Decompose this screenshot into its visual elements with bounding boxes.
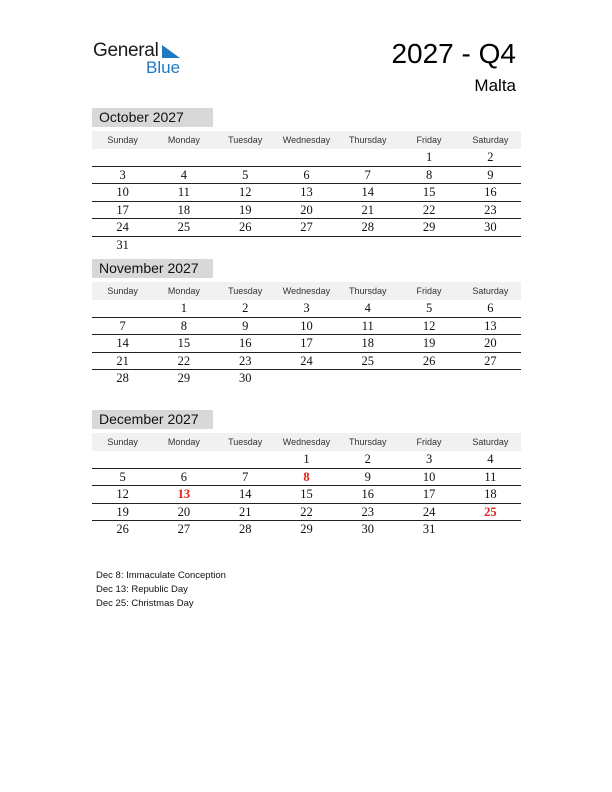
day-cell: 3 xyxy=(119,167,126,182)
day-cell: 24 xyxy=(422,504,436,519)
day-cell: 9 xyxy=(242,318,249,333)
weekday-label: Wednesday xyxy=(282,286,331,296)
day-cell: 3 xyxy=(303,301,310,315)
holiday-entry: Dec 13: Republic Day xyxy=(96,584,188,595)
day-cell: 15 xyxy=(177,336,191,350)
day-cell: 3 xyxy=(425,452,433,466)
day-cell: 21 xyxy=(361,202,375,217)
day-cell: 19 xyxy=(116,504,129,519)
weekday-header xyxy=(92,131,521,149)
day-cell: 1 xyxy=(303,452,310,466)
day-cell: 22 xyxy=(300,504,313,519)
weekday-label: Wednesday xyxy=(282,135,331,145)
day-cell: 1 xyxy=(425,150,433,164)
weekday-label: Sunday xyxy=(107,437,138,447)
day-cell: 21 xyxy=(116,353,129,368)
day-cell: 8 xyxy=(425,167,433,182)
day-cell: 14 xyxy=(238,487,252,501)
brand-triangle-icon xyxy=(160,43,182,59)
day-cell: 13 xyxy=(177,487,191,501)
day-cell: 7 xyxy=(119,318,126,333)
day-cell: 10 xyxy=(300,318,313,333)
week-row xyxy=(92,451,521,469)
empty-day-cell xyxy=(398,237,459,254)
day-cell: 6 xyxy=(303,167,310,182)
weekday-label: Thursday xyxy=(349,135,387,145)
day-cell: 15 xyxy=(300,487,313,501)
weekday-label: Tuesday xyxy=(228,437,263,447)
day-cell: 25 xyxy=(177,220,191,234)
weekday-label: Saturday xyxy=(472,437,509,447)
day-cell: 5 xyxy=(119,469,126,484)
empty-day-cell xyxy=(460,370,521,387)
month-november xyxy=(92,259,521,387)
week-row xyxy=(92,335,521,353)
month-december xyxy=(92,410,521,538)
week-row xyxy=(92,184,521,202)
day-cell: 4 xyxy=(364,301,371,315)
weekday-label: Saturday xyxy=(472,286,509,296)
empty-day-cell xyxy=(337,370,398,387)
day-cell: 7 xyxy=(364,167,371,182)
day-cell: 9 xyxy=(487,167,494,182)
weekday-label: Wednesday xyxy=(282,437,331,447)
month-label: November 2027 xyxy=(92,259,213,278)
empty-day-cell xyxy=(276,237,337,254)
day-cell: 28 xyxy=(116,371,129,385)
week-row xyxy=(92,486,521,504)
page-title: 2027 - Q4 xyxy=(391,38,516,69)
week-row xyxy=(92,149,521,167)
week-row xyxy=(92,318,521,336)
weekday-label: Friday xyxy=(416,437,442,447)
empty-day-cell xyxy=(92,300,153,317)
day-cell: 30 xyxy=(484,220,497,234)
day-cell: 28 xyxy=(238,522,252,536)
empty-day-cell xyxy=(92,149,153,166)
day-cell: 30 xyxy=(238,371,252,385)
empty-day-cell xyxy=(276,370,337,387)
day-cell: 4 xyxy=(180,167,188,182)
empty-day-cell xyxy=(215,451,276,468)
day-cell: 17 xyxy=(422,487,436,501)
day-cell: 18 xyxy=(177,202,191,217)
day-cell: 21 xyxy=(238,504,252,519)
country-name: Malta xyxy=(474,76,516,95)
month-label: December 2027 xyxy=(92,410,213,429)
empty-day-cell xyxy=(276,149,337,166)
weekday-header xyxy=(92,433,521,451)
day-cell: 17 xyxy=(300,336,313,350)
weekday-label: Monday xyxy=(167,437,200,447)
day-cell: 13 xyxy=(484,318,497,333)
day-cell: 23 xyxy=(484,202,497,217)
week-row xyxy=(92,219,521,237)
day-cell: 20 xyxy=(300,202,313,217)
empty-day-cell xyxy=(153,149,214,166)
weekday-label: Sunday xyxy=(107,286,138,296)
empty-day-cell xyxy=(460,237,521,254)
week-row xyxy=(92,167,521,185)
weekday-label: Tuesday xyxy=(228,286,263,296)
weekday-label: Friday xyxy=(416,286,442,296)
week-row xyxy=(92,237,521,254)
day-cell: 27 xyxy=(484,353,497,368)
day-cell: 24 xyxy=(300,353,313,368)
day-cell: 20 xyxy=(484,336,497,350)
day-cell: 24 xyxy=(116,220,129,234)
holiday-list xyxy=(96,569,226,611)
day-cell: 27 xyxy=(177,522,191,536)
week-row xyxy=(92,521,521,538)
empty-day-cell xyxy=(460,521,521,538)
day-cell: 9 xyxy=(364,469,371,484)
month-october xyxy=(92,108,521,253)
day-cell: 25 xyxy=(484,504,497,519)
weekday-label: Friday xyxy=(416,135,442,145)
empty-day-cell xyxy=(215,237,276,254)
day-cell: 8 xyxy=(303,469,310,484)
day-cell: 16 xyxy=(238,336,252,350)
day-cell: 4 xyxy=(487,452,494,466)
brand-logo xyxy=(93,40,193,80)
day-cell: 6 xyxy=(487,301,494,315)
day-cell: 15 xyxy=(422,185,436,199)
day-cell: 11 xyxy=(177,185,190,199)
day-cell: 31 xyxy=(116,237,129,252)
day-cell: 19 xyxy=(422,336,436,350)
day-cell: 18 xyxy=(361,336,375,350)
day-cell: 29 xyxy=(177,371,191,385)
empty-day-cell xyxy=(92,451,153,468)
week-row xyxy=(92,202,521,220)
empty-day-cell xyxy=(153,451,214,468)
day-cell: 18 xyxy=(484,487,497,501)
day-cell: 1 xyxy=(180,301,188,315)
day-cell: 5 xyxy=(425,301,433,315)
day-cell: 5 xyxy=(242,167,249,182)
day-cell: 22 xyxy=(422,202,436,217)
empty-day-cell xyxy=(153,237,214,254)
day-cell: 27 xyxy=(300,220,313,234)
week-row xyxy=(92,504,521,522)
day-cell: 31 xyxy=(422,522,436,536)
day-cell: 12 xyxy=(422,318,436,333)
day-cell: 25 xyxy=(361,353,375,368)
weekday-label: Monday xyxy=(167,286,200,296)
day-cell: 26 xyxy=(238,220,252,234)
day-cell: 12 xyxy=(238,185,252,199)
day-cell: 10 xyxy=(116,185,129,199)
day-cell: 20 xyxy=(177,504,191,519)
day-cell: 2 xyxy=(364,452,371,466)
empty-day-cell xyxy=(215,149,276,166)
day-cell: 14 xyxy=(116,336,129,350)
day-cell: 19 xyxy=(238,202,252,217)
day-cell: 28 xyxy=(361,220,375,234)
day-cell: 29 xyxy=(422,220,436,234)
day-cell: 8 xyxy=(180,318,188,333)
weekday-label: Sunday xyxy=(107,135,138,145)
day-cell: 26 xyxy=(116,522,129,536)
empty-day-cell xyxy=(337,237,398,254)
weekday-header xyxy=(92,282,521,300)
weekday-label: Saturday xyxy=(472,135,509,145)
day-cell: 16 xyxy=(361,487,375,501)
day-cell: 30 xyxy=(361,522,375,536)
day-cell: 26 xyxy=(422,353,436,368)
weekday-label: Thursday xyxy=(349,437,387,447)
day-cell: 6 xyxy=(180,469,188,484)
day-cell: 17 xyxy=(116,202,129,217)
day-cell: 11 xyxy=(484,469,497,484)
month-label: October 2027 xyxy=(92,108,213,127)
empty-day-cell xyxy=(337,149,398,166)
day-cell: 14 xyxy=(361,185,375,199)
day-cell: 22 xyxy=(177,353,191,368)
weekday-label: Monday xyxy=(167,135,200,145)
week-row xyxy=(92,353,521,371)
empty-day-cell xyxy=(398,370,459,387)
brand-blue-text: Blue xyxy=(146,58,181,77)
week-row xyxy=(92,370,521,387)
day-cell: 29 xyxy=(300,522,313,536)
day-cell: 16 xyxy=(484,185,497,199)
day-cell: 11 xyxy=(361,318,374,333)
day-cell: 13 xyxy=(300,185,313,199)
holiday-entry: Dec 8: Immaculate Conception xyxy=(96,570,226,581)
weekday-label: Thursday xyxy=(349,286,387,296)
day-cell: 2 xyxy=(487,150,494,164)
brand-general-text: General xyxy=(93,40,159,61)
day-cell: 23 xyxy=(361,504,375,519)
weekday-label: Tuesday xyxy=(228,135,263,145)
day-cell: 10 xyxy=(422,469,436,484)
week-row xyxy=(92,300,521,318)
day-cell: 7 xyxy=(242,469,249,484)
week-row xyxy=(92,469,521,487)
day-cell: 2 xyxy=(242,301,249,315)
holiday-entry: Dec 25: Christmas Day xyxy=(96,598,194,609)
day-cell: 12 xyxy=(116,487,129,501)
day-cell: 23 xyxy=(238,353,252,368)
